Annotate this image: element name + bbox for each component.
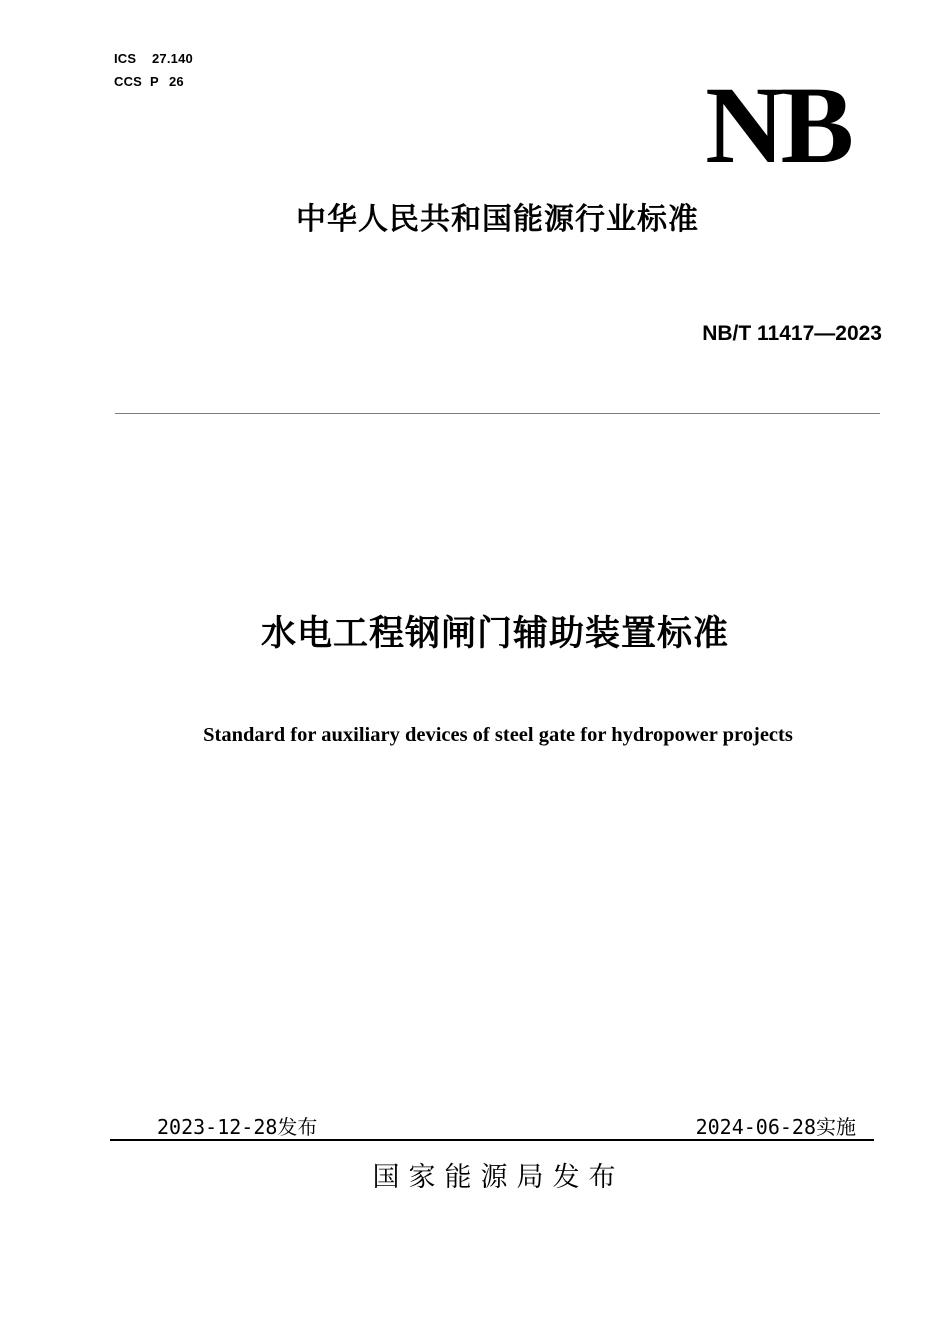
header-divider <box>115 413 880 414</box>
standard-category: 中华人民共和国能源行业标准 <box>296 202 699 237</box>
standard-number: NB/T 11417—2023 <box>702 322 882 345</box>
ccs-category: P <box>150 74 159 89</box>
footer-divider <box>110 1139 874 1141</box>
effective-date: 2024-06-28实施 <box>695 1115 856 1139</box>
ics-code: 27.140 <box>152 51 193 66</box>
publisher: 国家能源局发布 <box>372 1162 625 1193</box>
title-english: Standard for auxiliary devices of steel gate for hydropower projects <box>203 724 793 746</box>
issue-date: 2023-12-28发布 <box>157 1115 318 1139</box>
ics-classification <box>114 51 193 66</box>
title-chinese: 水电工程钢闸门辅助装置标准 <box>260 614 729 654</box>
ccs-code: 26 <box>169 74 184 89</box>
ics-label: ICS <box>114 51 137 66</box>
ccs-classification <box>114 74 184 89</box>
nb-logo: NB <box>705 64 850 186</box>
ccs-label: CCS <box>114 74 143 89</box>
